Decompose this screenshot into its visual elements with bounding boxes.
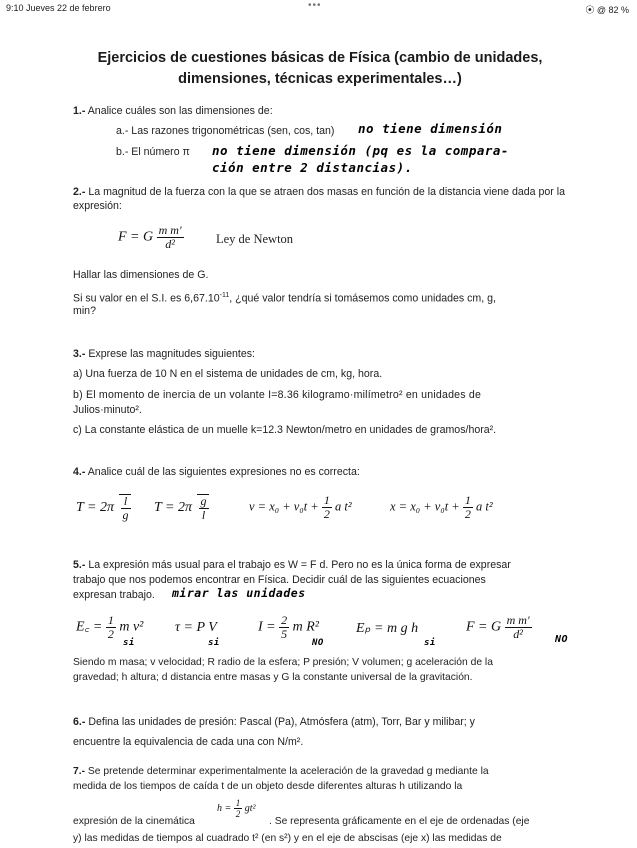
q4-formula-3-fraction bbox=[322, 494, 332, 521]
q7-line-2: medida de los tiempos de caída t de un objeto desde diferentes alturas h utilizando la bbox=[73, 781, 463, 792]
q2-paragraph bbox=[73, 185, 565, 213]
q5-e3-fraction bbox=[279, 614, 289, 641]
q5-equation-torque: τ = P V bbox=[175, 620, 217, 635]
q4-formula-4-main: x = x₀ + v₀t + bbox=[390, 499, 463, 514]
q4-formula-4 bbox=[390, 494, 493, 521]
multitasking-dots-icon[interactable]: ••• bbox=[308, 0, 322, 11]
q5-e1-numerator: 1 bbox=[107, 613, 114, 627]
q5-description-line2: gravedad; h altura; d distancia entre masas y G la constante universal de la gravitación. bbox=[73, 672, 473, 683]
q7-formula-tail: gt² bbox=[244, 802, 256, 814]
q4-number: 4.- bbox=[73, 466, 86, 478]
q1-handwritten-b-line2: ción entre 2 distancias). bbox=[212, 160, 413, 175]
q4-formula-4-denominator: 2 bbox=[464, 507, 471, 521]
q5-e3-numerator: 2 bbox=[281, 613, 288, 627]
q5-e1-lhs: E꜀ = bbox=[76, 619, 103, 635]
q4-formula-2-numerator: g bbox=[200, 494, 207, 508]
q4-heading bbox=[73, 465, 360, 479]
q5-line-1 bbox=[73, 558, 511, 572]
q3-number: 3.- bbox=[73, 348, 86, 360]
q2-formula-newton bbox=[118, 224, 184, 251]
q5-mark-si-3: si bbox=[424, 638, 436, 648]
q1-text: Analice cuáles son las dimensiones de: bbox=[87, 105, 273, 117]
q5-mark-no-1: NO bbox=[312, 638, 324, 648]
q5-e1-denominator: 2 bbox=[107, 627, 114, 641]
q6-line-2: encuentre la equivalencia de cada una con N/m². bbox=[73, 736, 304, 748]
q4-formula-1-numerator: l bbox=[121, 495, 131, 509]
q4-formula-1-denominator: g bbox=[122, 508, 129, 522]
q1-heading bbox=[73, 104, 273, 118]
q5-e5-fraction bbox=[505, 614, 532, 641]
q5-e3-denominator: 5 bbox=[281, 627, 288, 641]
q4-text: Analice cuál de las siguientes expresiones no es correcta: bbox=[87, 466, 360, 478]
q7-formula-denominator: 2 bbox=[235, 809, 241, 819]
q4-formula-4-numerator: 1 bbox=[464, 493, 471, 507]
q4-formula-4-fraction bbox=[463, 494, 473, 521]
q1-handwritten-b-line1: no tiene dimensión (pq es la compara- bbox=[212, 143, 509, 158]
q4-formula-1 bbox=[76, 494, 131, 522]
q2-formula-lhs: F = G bbox=[118, 229, 154, 245]
q5-equation-kinetic bbox=[76, 614, 143, 641]
q3-item-a: a) Una fuerza de 10 N en el sistema de unidades de cm, kg, hora. bbox=[73, 368, 383, 380]
q2-line-si-value-b: , ¿qué valor tendría si tomásemos como unidades cm, g, bbox=[229, 292, 496, 305]
q5-line-2: trabajo que nos podemos encontrar en Física. Decidir cuál de las siguientes ecuaciones bbox=[73, 574, 486, 586]
q4-formula-1-lhs: T = 2π bbox=[76, 500, 114, 516]
q2-line-min: min? bbox=[73, 305, 96, 317]
q5-handwritten-note: mirar las unidades bbox=[172, 586, 306, 600]
q2-formula-numerator: m m' bbox=[158, 223, 182, 237]
q5-e3-tail: m R² bbox=[292, 619, 319, 635]
q2-line-si-value bbox=[73, 289, 496, 306]
status-time-date: 9:10 Jueves 22 de febrero bbox=[6, 3, 111, 13]
q3-item-b-line2: Julios·minuto². bbox=[73, 404, 142, 416]
q5-line-1-text: La expresión más usual para el trabajo es W = F d. Pero no es la única forma de expresar bbox=[88, 559, 511, 571]
q4-formula-3-tail: a t² bbox=[335, 499, 352, 514]
q2-line-hallar: Hallar las dimensiones de G. bbox=[73, 269, 209, 281]
q5-line-3: expresan trabajo. bbox=[73, 589, 155, 601]
q7-line-3b: . Se representa gráficamente en el eje de ordenadas (eje bbox=[269, 816, 530, 827]
battery-indicator: ⦿ @ 82 % bbox=[585, 5, 629, 15]
q1-item-a: a.- Las razones trigonométricas (sen, cos, tan) bbox=[116, 125, 335, 137]
q4-formula-3 bbox=[249, 494, 352, 521]
q5-number: 5.- bbox=[73, 559, 86, 571]
q4-formula-4-tail: a t² bbox=[476, 499, 493, 514]
q5-e1-tail: m v² bbox=[119, 619, 144, 635]
q7-formula-numerator: 1 bbox=[235, 798, 241, 808]
q4-formula-3-main: v = x₀ + v₀t + bbox=[249, 499, 322, 514]
q5-e5-lhs: F = G bbox=[466, 619, 502, 635]
q5-e5-denominator: d² bbox=[513, 627, 523, 641]
q4-formula-2-denominator: l bbox=[201, 508, 206, 522]
q4-formula-3-denominator: 2 bbox=[323, 507, 330, 521]
q4-formula-2-sqrt bbox=[197, 494, 209, 522]
q4-formula-1-sqrt bbox=[119, 494, 131, 522]
q2-text: La magnitud de la fuerza con la que se atraen dos masas en función de la distancia viene dada por la expresión: bbox=[73, 186, 565, 212]
q6-line-1-text: Defina las unidades de presión: Pascal (Pa), Atmósfera (atm), Torr, Bar y milibar; y bbox=[88, 716, 475, 728]
q7-line-3a: expresión de la cinemática bbox=[73, 816, 195, 827]
q7-formula-kinematics bbox=[217, 798, 256, 819]
q7-line-1 bbox=[73, 765, 489, 779]
q7-line-1-text: Se pretende determinar experimentalmente la aceleración de la gravedad g mediante la bbox=[87, 766, 489, 777]
q2-line-si-exponent: -11 bbox=[219, 292, 230, 299]
q5-equation-potential: Eₚ = m g h bbox=[356, 621, 419, 636]
q5-equation-gravitation bbox=[466, 614, 532, 641]
document-title-line-1: Ejercicios de cuestiones básicas de Física (cambio de unidades, bbox=[97, 50, 543, 66]
q2-line-si-value-a: Si su valor en el S.I. es 6,67.10 bbox=[73, 292, 220, 305]
q7-formula-fraction bbox=[234, 798, 243, 819]
q5-mark-si-2: si bbox=[208, 638, 220, 648]
q2-law-label: Ley de Newton bbox=[216, 232, 294, 246]
q2-formula-denominator: d² bbox=[165, 237, 175, 251]
q5-e1-fraction bbox=[106, 614, 116, 641]
q1-item-b: b.- El número π bbox=[116, 146, 190, 158]
q2-number: 2.- bbox=[73, 186, 86, 198]
q5-e3-lhs: I = bbox=[258, 619, 276, 635]
q4-formula-3-numerator: 1 bbox=[323, 493, 330, 507]
q4-formula-2 bbox=[154, 494, 209, 522]
q4-formula-2-fraction bbox=[199, 495, 209, 522]
q7-formula-lhs: h = bbox=[217, 802, 232, 814]
document-title-line-2: dimensiones, técnicas experimentales…) bbox=[178, 71, 462, 87]
q7-number: 7.- bbox=[73, 766, 86, 777]
q4-formula-1-fraction bbox=[121, 495, 131, 522]
q1-handwritten-a: no tiene dimensión bbox=[358, 121, 503, 136]
q3-text: Exprese las magnitudes siguientes: bbox=[88, 348, 255, 360]
q2-formula-fraction bbox=[157, 224, 184, 251]
q5-description-line1: Siendo m masa; v velocidad; R radio de la esfera; P presión; V volumen; g aceleración de la bbox=[73, 657, 493, 668]
q5-mark-no-2: NO bbox=[555, 634, 569, 645]
q6-line-1 bbox=[73, 715, 475, 729]
q3-item-c: c) La constante elástica de un muelle k=12.3 Newton/metro en unidades de gramos/hora². bbox=[73, 424, 497, 436]
q1-number: 1.- bbox=[73, 105, 86, 117]
q7-line-4: y) las medidas de tiempos al cuadrado t² (en s²) y en el eje de abscisas (eje x) las medidas de bbox=[73, 833, 502, 844]
q6-number: 6.- bbox=[73, 716, 86, 728]
q3-item-b-line1: b) El momento de inercia de un volante I=8.36 kilogramo·milímetro² en unidades de bbox=[73, 389, 482, 401]
q5-mark-si-1: si bbox=[123, 638, 135, 648]
q5-e5-numerator: m m' bbox=[506, 613, 530, 627]
q4-formula-2-lhs: T = 2π bbox=[154, 500, 192, 516]
q3-heading bbox=[73, 347, 255, 361]
q5-equation-inertia bbox=[258, 614, 319, 641]
